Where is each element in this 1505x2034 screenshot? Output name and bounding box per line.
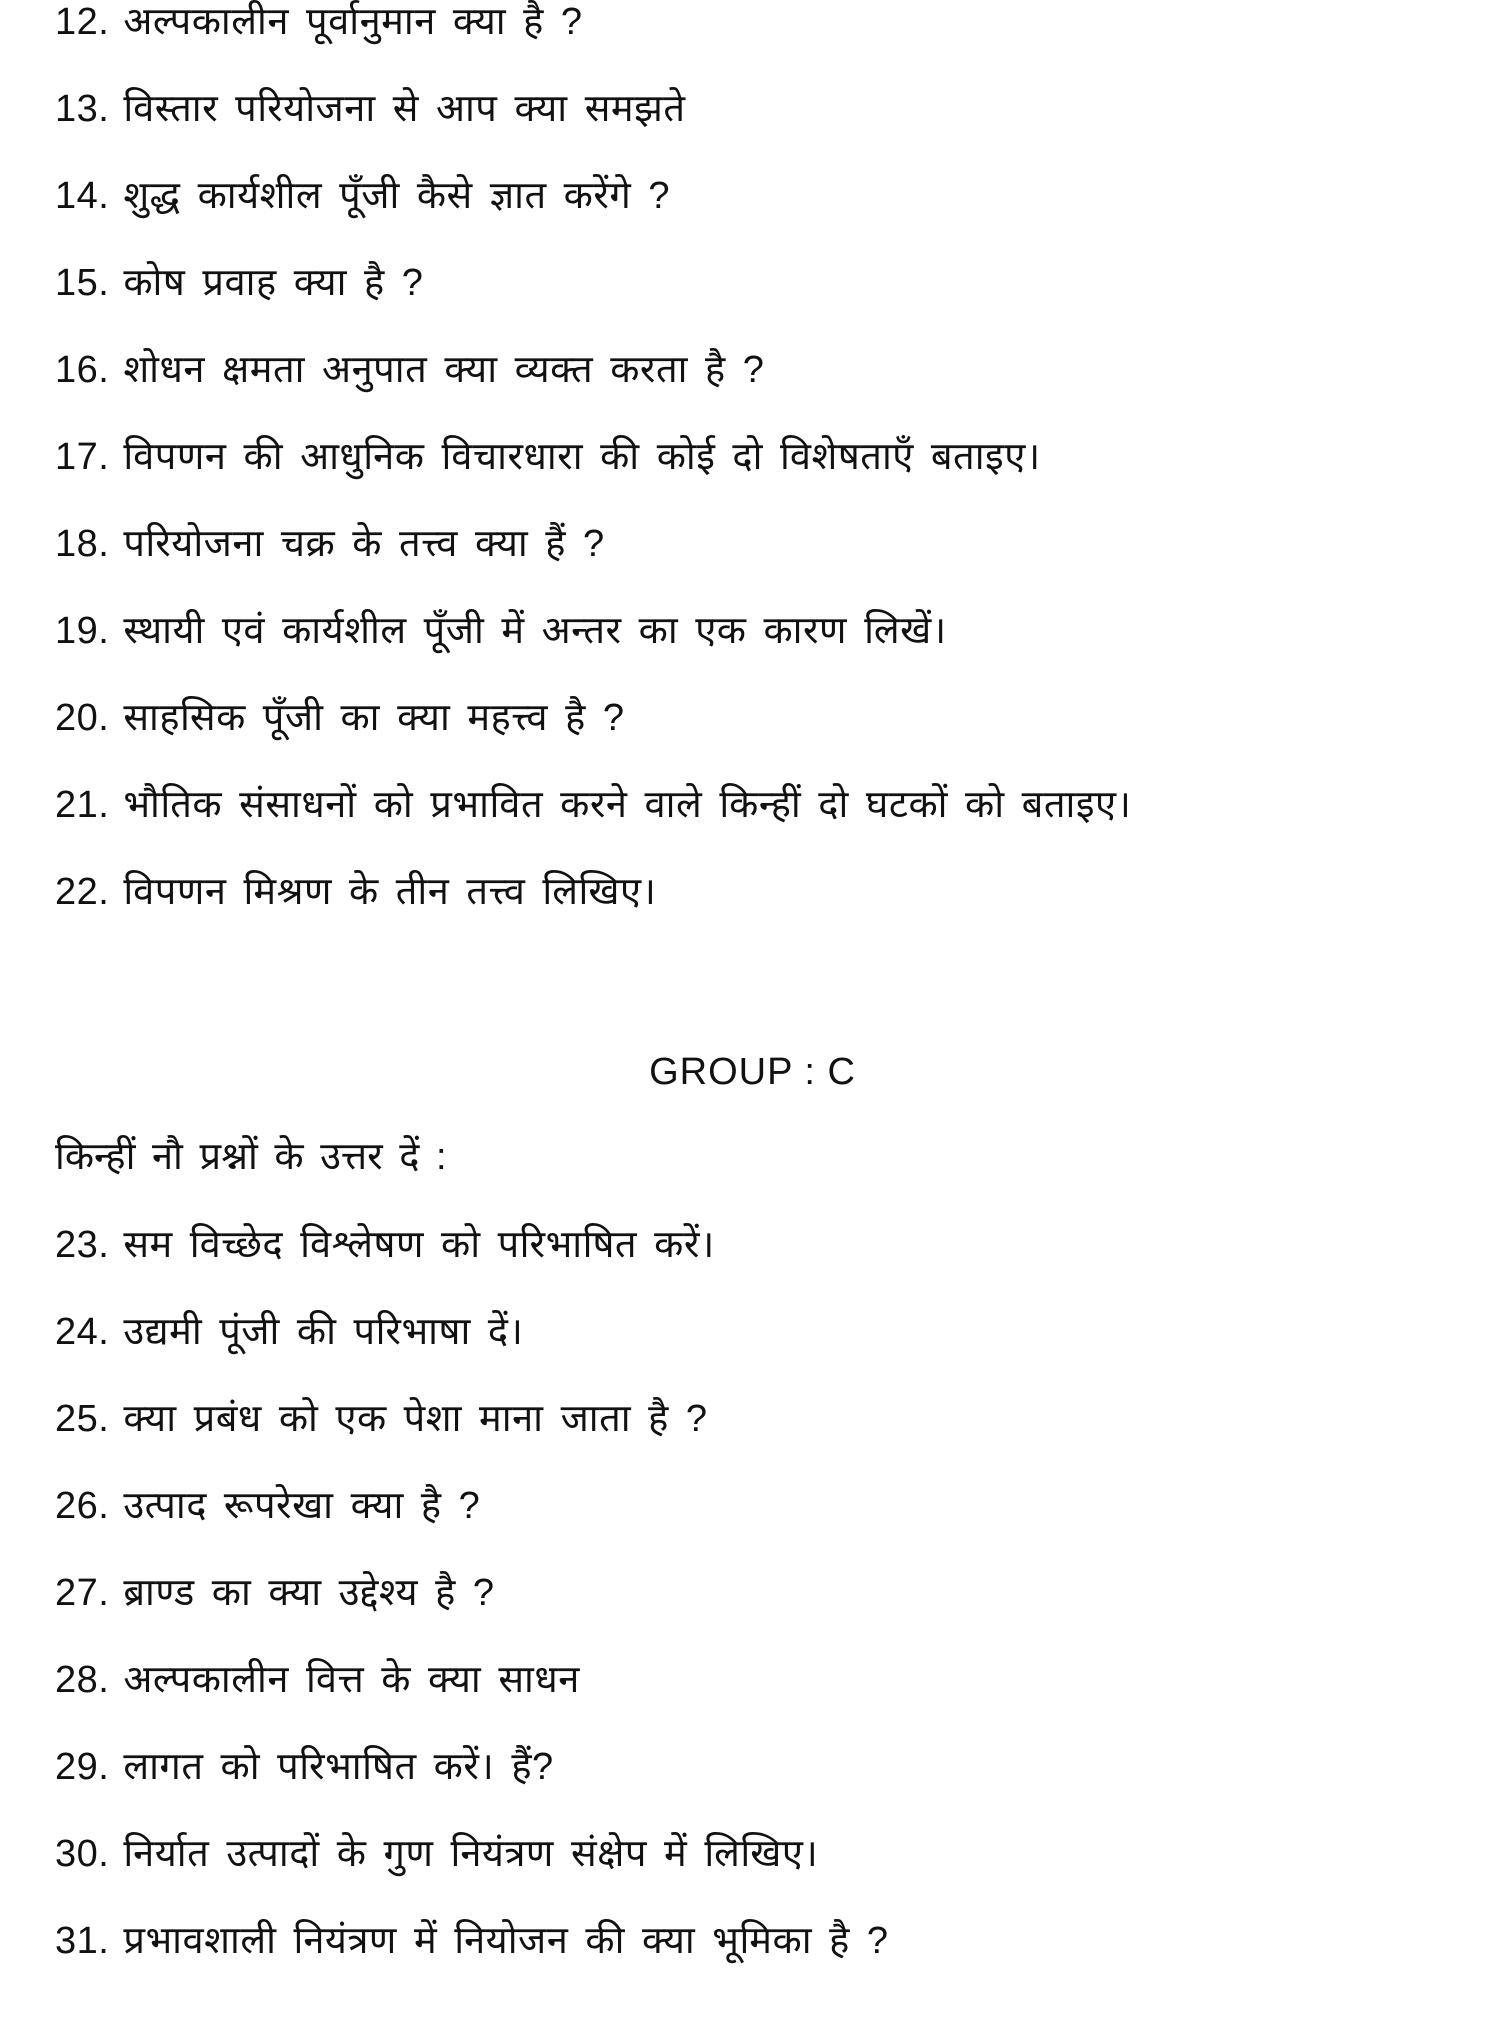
- section-instruction: किन्हीं नौ प्रश्नों के उत्तर दें :: [55, 1136, 447, 1178]
- question-item: [55, 1743, 554, 1791]
- question-number: 18.: [55, 523, 110, 565]
- question-number: 21.: [55, 784, 110, 826]
- question-item: [55, 1221, 715, 1269]
- question-text: साहसिक पूँजी का क्या महत्त्व है ?: [123, 697, 625, 739]
- question-number: 13.: [55, 88, 110, 130]
- question-number: 12.: [55, 1, 110, 43]
- question-text: क्या प्रबंध को एक पेशा माना जाता है ?: [123, 1398, 708, 1440]
- question-number: 16.: [55, 349, 110, 391]
- question-item: [55, 0, 583, 46]
- question-number: 22.: [55, 871, 110, 913]
- question-number: 25.: [55, 1398, 110, 1440]
- question-number: 31.: [55, 1920, 110, 1962]
- question-text: प्रभावशाली नियंत्रण में नियोजन की क्या भूमिका है ?: [123, 1920, 889, 1962]
- question-item: [55, 346, 764, 394]
- question-item: [55, 1569, 495, 1617]
- question-number: 14.: [55, 175, 110, 217]
- question-number: 20.: [55, 697, 110, 739]
- question-item: [55, 1830, 818, 1878]
- question-number: 15.: [55, 262, 110, 304]
- question-item: [55, 1482, 480, 1530]
- question-text: शुद्ध कार्यशील पूँजी कैसे ज्ञात करेंगे ?: [123, 175, 670, 217]
- question-item: [55, 520, 605, 568]
- question-number: 24.: [55, 1311, 110, 1353]
- question-text: विपणन मिश्रण के तीन तत्त्व लिखिए।: [123, 871, 657, 913]
- question-number: 30.: [55, 1833, 110, 1875]
- question-number: 29.: [55, 1746, 110, 1788]
- section-heading-text: GROUP : C: [649, 1051, 856, 1093]
- question-text: अल्पकालीन वित्त के क्या साधन: [123, 1659, 580, 1701]
- question-item: [55, 868, 656, 916]
- question-number: 27.: [55, 1572, 110, 1614]
- question-text: विपणन की आधुनिक विचारधारा की कोई दो विशेषताएँ बताइए।: [123, 436, 1041, 478]
- question-number: 19.: [55, 610, 110, 652]
- question-item: [55, 1917, 889, 1965]
- section-heading-group-c: [0, 1048, 1505, 1096]
- question-text: लागत को परिभाषित करें। हैं?: [123, 1746, 554, 1788]
- question-number: 23.: [55, 1224, 110, 1266]
- question-text: सम विच्छेद विश्लेषण को परिभाषित करें।: [123, 1224, 715, 1266]
- question-item: [55, 1308, 523, 1356]
- question-item: [55, 172, 670, 220]
- question-item: [55, 781, 1131, 829]
- question-text: उद्यमी पूंजी की परिभाषा दें।: [123, 1311, 524, 1353]
- question-number: 17.: [55, 436, 110, 478]
- question-number: 28.: [55, 1659, 110, 1701]
- question-text: विस्तार परियोजना से आप क्या समझते: [123, 88, 686, 130]
- question-item: [55, 259, 423, 307]
- question-text: कोष प्रवाह क्या है ?: [123, 262, 424, 304]
- question-text: अल्पकालीन पूर्वानुमान क्या है ?: [123, 1, 583, 43]
- question-text: शोधन क्षमता अनुपात क्या व्यक्त करता है ?: [123, 349, 765, 391]
- question-text: भौतिक संसाधनों को प्रभावित करने वाले किन्हीं दो घटकों को बताइए।: [123, 784, 1132, 826]
- question-text: उत्पाद रूपरेखा क्या है ?: [123, 1485, 481, 1527]
- question-text: स्थायी एवं कार्यशील पूँजी में अन्तर का एक कारण लिखें।: [123, 610, 947, 652]
- question-item: [55, 85, 686, 133]
- question-item: [55, 1656, 580, 1704]
- question-item: [55, 433, 1041, 481]
- question-number: 26.: [55, 1485, 110, 1527]
- question-text: परियोजना चक्र के तत्त्व क्या हैं ?: [123, 523, 605, 565]
- question-item: [55, 694, 624, 742]
- question-item: [55, 607, 947, 655]
- question-item: [55, 1395, 708, 1443]
- question-text: निर्यात उत्पादों के गुण नियंत्रण संक्षेप में लिखिए।: [123, 1833, 819, 1875]
- question-text: ब्राण्ड का क्या उद्देश्य है ?: [123, 1572, 495, 1614]
